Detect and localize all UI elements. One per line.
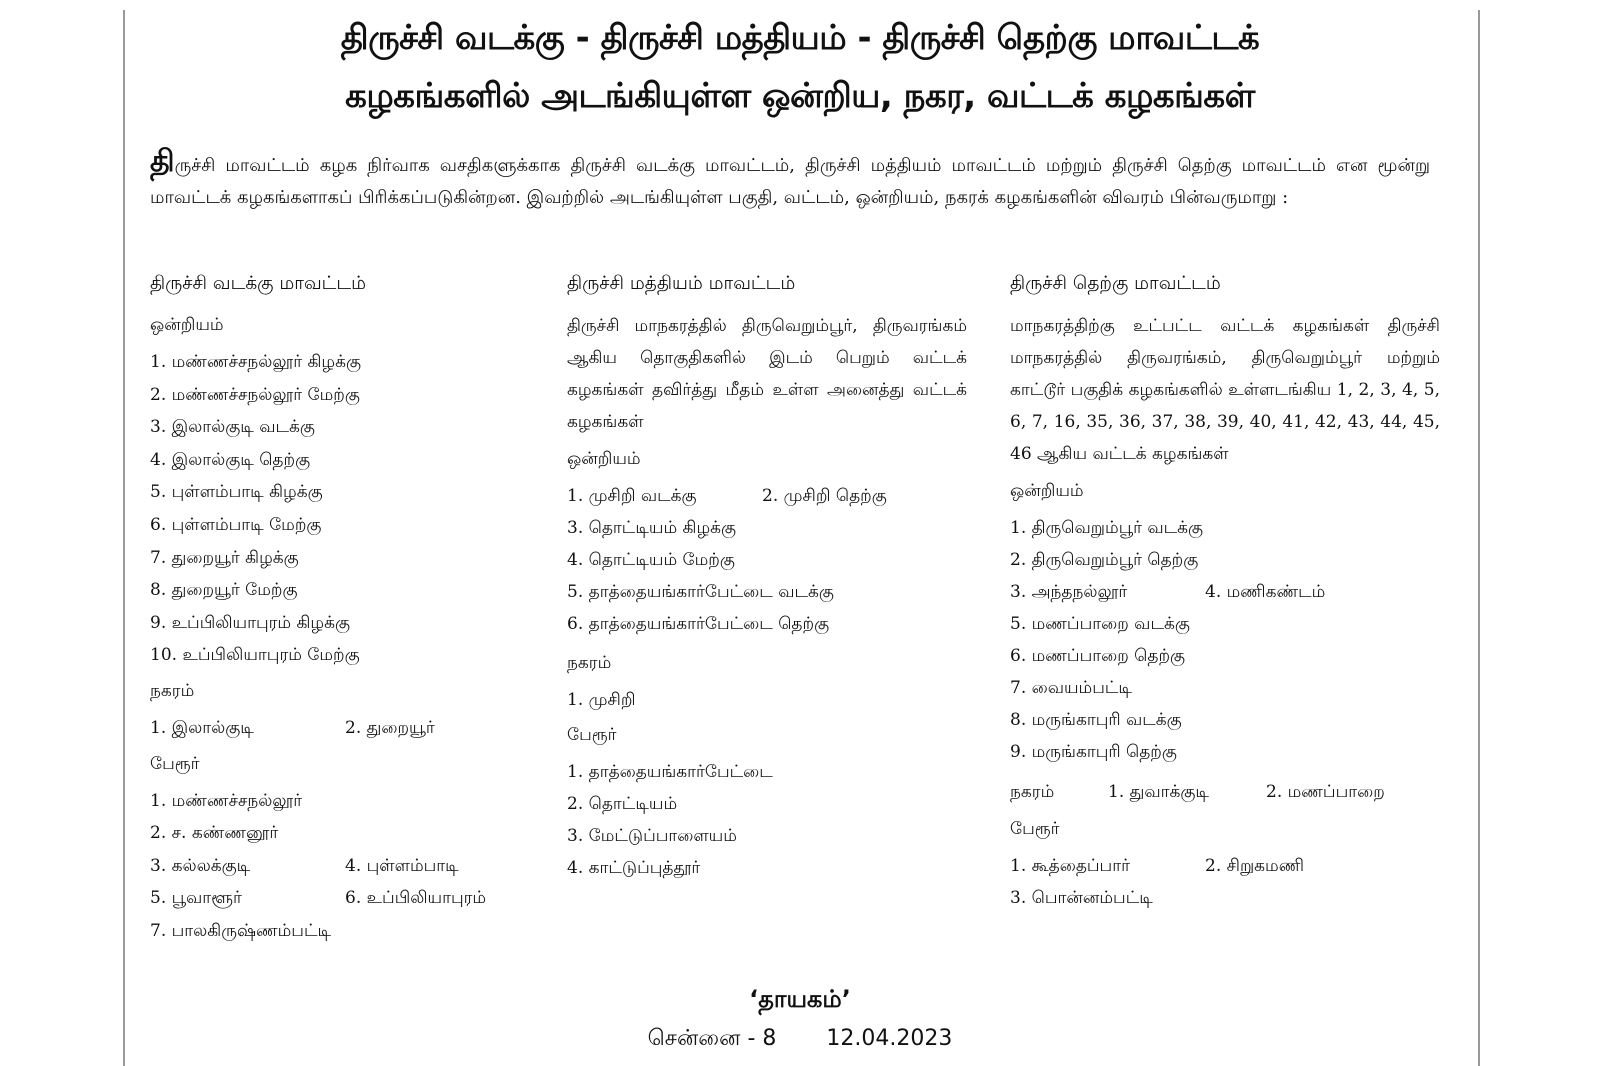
list-item: 3. தொட்டியம் கிழக்கு xyxy=(567,518,737,538)
list-item: 1. முசிறி xyxy=(567,690,636,710)
south-town-label: நகரம் xyxy=(1010,782,1055,802)
list-item: 1. மண்ணச்சநல்லூர் கிழக்கு xyxy=(150,352,361,372)
central-union-row xyxy=(567,480,967,512)
list-item: 2. முசிறி தெற்கு xyxy=(762,486,887,506)
list-item: 4. இலால்குடி தெற்கு xyxy=(150,449,311,470)
list-item: 9. மருங்காபுரி தெற்கு xyxy=(1010,742,1177,762)
list-item: 2. சிறுகமணி xyxy=(1205,856,1304,876)
central-heading: திருச்சி மத்தியம் மாவட்டம் xyxy=(567,273,796,294)
north-peroor-row xyxy=(150,850,530,883)
list-item: 3. பொன்னம்பட்டி xyxy=(1010,888,1153,908)
south-district-column xyxy=(1010,268,1440,914)
central-town-label: நகரம் xyxy=(567,653,612,673)
page-title-line-1: திருச்சி வடக்கு - திருச்சி மத்தியம் - திருச்சி தெற்கு மாவட்டக் xyxy=(340,18,1260,58)
list-item: 2. துறையூர் xyxy=(345,717,435,738)
central-peroor-label: பேரூர் xyxy=(567,725,617,745)
south-union-row xyxy=(1010,576,1440,608)
north-town-label: நகரம் xyxy=(150,680,195,701)
list-item: 5. பூவாளூர் xyxy=(150,888,242,909)
intro-dropcap: தி xyxy=(150,144,175,179)
list-item: 7. துறையூர் கிழக்கு xyxy=(150,547,299,568)
south-union-label: ஒன்றியம் xyxy=(1010,481,1084,501)
list-item: 3. கல்லக்குடி xyxy=(150,855,251,876)
north-peroor-row xyxy=(150,882,530,915)
list-item: 8. மருங்காபுரி வடக்கு xyxy=(1010,710,1182,730)
list-item: 2. திருவெறும்பூர் தெற்கு xyxy=(1010,550,1199,570)
list-item: 9. உப்பிலியாபுரம் கிழக்கு xyxy=(150,612,350,633)
footer-place-date xyxy=(0,1026,1600,1054)
central-union-label: ஒன்றியம் xyxy=(567,449,641,469)
north-union-label: ஒன்றியம் xyxy=(150,315,224,335)
intro-text: ருச்சி மாவட்டம் கழக நிர்வாக வசதிகளுக்காக திருச்சி வடக்கு மாவட்டம், திருச்சி மத்தியம் மாவட்டம் மற்றும் திருச்சி தெற்கு மாவட்டம் என மூன்று மாவட்டக் கழகங்களாகப் பிரிக்கப்படுகின்றன. இவற்றில் அடங்கியுள்ள பகுதி, வட்டம், ஒன்றியம், நகரக் கழகங்களின் விவரம் பின்வருமாறு : xyxy=(150,155,1430,208)
list-item: 7. வையம்பட்டி xyxy=(1010,678,1132,698)
list-item: 3. அந்தநல்லூர் xyxy=(1010,582,1128,602)
list-item: 2. மண்ணச்சநல்லூர் மேற்கு xyxy=(150,384,360,405)
list-item: 4. புள்ளம்பாடி xyxy=(345,855,459,876)
list-item: 3. இலால்குடி வடக்கு xyxy=(150,417,315,438)
footer-date: 12.04.2023 xyxy=(826,1026,953,1051)
list-item: 10. உப்பிலியாபுரம் மேற்கு xyxy=(150,645,360,666)
list-item: 4. காட்டுப்புத்தூர் xyxy=(567,858,701,878)
list-item: 3. மேட்டுப்பாளையம் xyxy=(567,826,737,846)
list-item: 5. மணப்பாறை வடக்கு xyxy=(1010,614,1190,634)
south-peroor-row xyxy=(1010,850,1440,882)
footer-publisher: ‘தாயகம்’ xyxy=(749,985,851,1013)
list-item: 1. தாத்தையங்கார்பேட்டை xyxy=(567,762,773,782)
north-town-row xyxy=(150,712,530,745)
list-item: 4. தொட்டியம் மேற்கு xyxy=(567,550,735,570)
south-description: மாநகரத்திற்கு உட்பட்ட வட்டக் கழகங்கள் திருச்சி மாநகரத்தில் திருவரங்கம், திருவெறும்பூர் மற்றும் காட்டூர் பகுதிக் கழகங்களில் உள்ளடங்கிய 1, 2, 3, 4, 5, 6, 7, 16, 35, 36, 37, 38, 39, 40, 41, 42, 43, 44, 45, 46 ஆகிய வட்டக் கழகங்கள் xyxy=(1010,316,1440,464)
south-town-row xyxy=(1010,776,1440,808)
list-item: 1. துவாக்குடி xyxy=(1108,782,1209,802)
south-heading: திருச்சி தெற்கு மாவட்டம் xyxy=(1010,273,1221,294)
list-item: 8. துறையூர் மேற்கு xyxy=(150,580,298,601)
list-item: 1. முசிறி வடக்கு xyxy=(567,486,697,506)
list-item: 1. இலால்குடி xyxy=(150,717,254,738)
north-district-column xyxy=(150,268,530,948)
list-item: 2. தொட்டியம் xyxy=(567,794,678,814)
south-peroor-label: பேரூர் xyxy=(1010,819,1060,839)
footer-place: சென்னை - 8 xyxy=(647,1026,777,1051)
north-peroor-label: பேரூர் xyxy=(150,753,200,774)
list-item: 6. புள்ளம்பாடி மேற்கு xyxy=(150,514,322,535)
list-item: 4. மணிகண்டம் xyxy=(1205,582,1326,602)
intro-paragraph xyxy=(150,146,1430,214)
list-item: 5. புள்ளம்பாடி கிழக்கு xyxy=(150,482,323,503)
list-item: 5. தாத்தையங்கார்பேட்டை வடக்கு xyxy=(567,582,834,602)
north-heading: திருச்சி வடக்கு மாவட்டம் xyxy=(150,273,366,294)
central-district-column xyxy=(567,268,967,884)
list-item: 1. மண்ணச்சநல்லூர் xyxy=(150,790,303,811)
list-item: 6. உப்பிலியாபுரம் xyxy=(345,888,487,909)
list-item: 2. மணப்பாறை xyxy=(1266,782,1385,802)
central-description: திருச்சி மாநகரத்தில் திருவெறும்பூர், திருவரங்கம் ஆகிய தொகுதிகளில் இடம் பெறும் வட்டக் கழகங்கள் தவிர்த்து மீதம் உள்ள அனைத்து வட்டக் கழகங்கள் xyxy=(567,316,967,432)
list-item: 7. பாலகிருஷ்ணம்பட்டி xyxy=(150,920,331,941)
list-item: 1. திருவெறும்பூர் வடக்கு xyxy=(1010,518,1204,538)
page-title-line-2: கழகங்களில் அடங்கியுள்ள ஒன்றிய, நகர, வட்டக் கழகங்கள் xyxy=(345,76,1255,116)
list-item: 2. ச. கண்ணனூர் xyxy=(150,823,279,844)
list-item: 1. கூத்தைப்பார் xyxy=(1010,856,1130,876)
list-item: 6. தாத்தையங்கார்பேட்டை தெற்கு xyxy=(567,614,830,634)
list-item: 6. மணப்பாறை தெற்கு xyxy=(1010,646,1186,666)
